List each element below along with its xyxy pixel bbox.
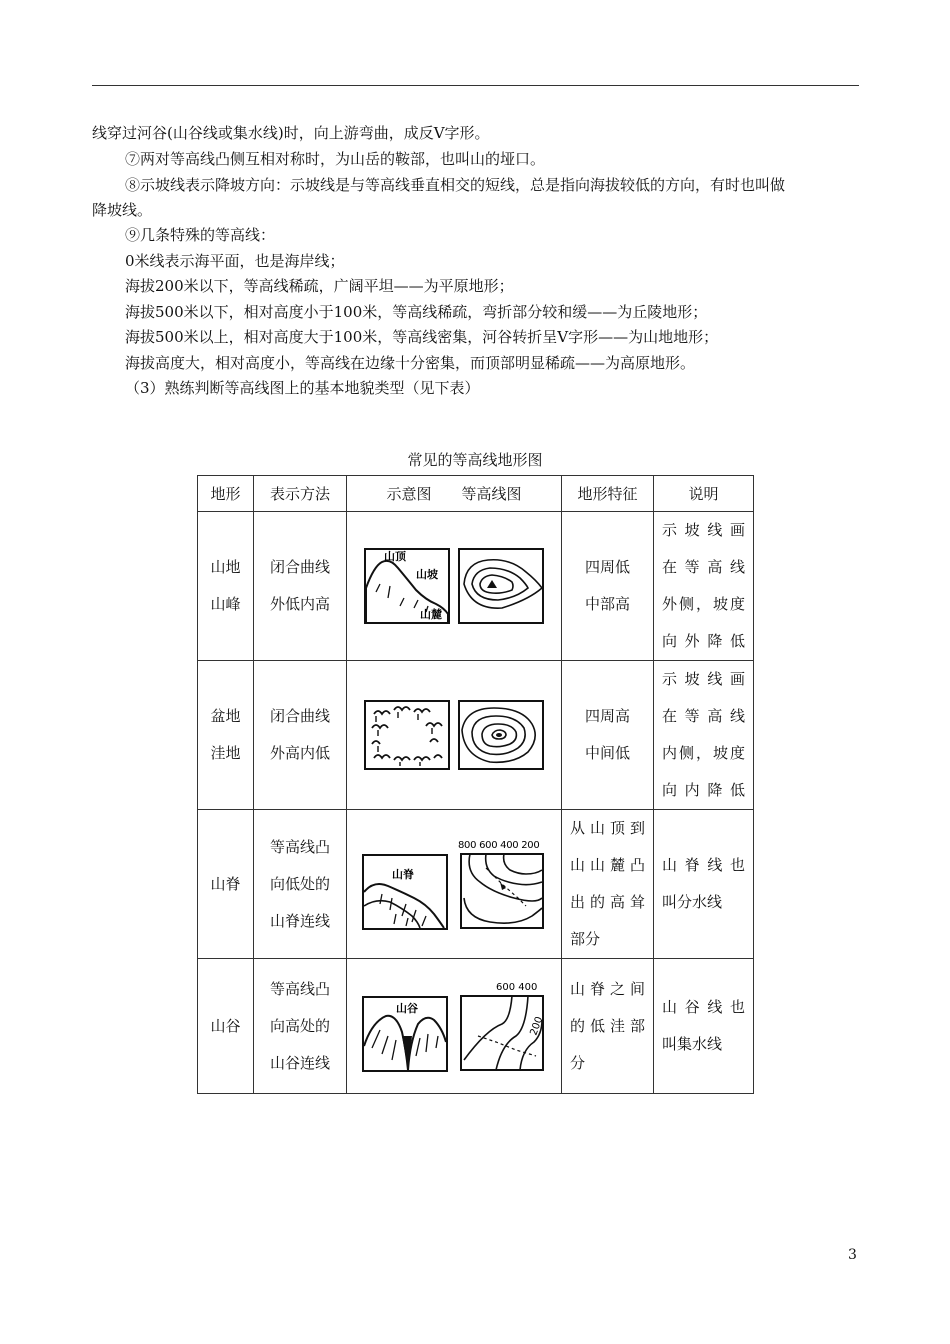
terrain-cell: 山地 山峰: [198, 512, 254, 661]
peak-contour-map: [458, 548, 544, 624]
note-cell: 山脊线也 叫分水线: [654, 810, 754, 959]
label-summit: 山顶: [384, 550, 406, 563]
table-caption: 常见的等高线地形图: [407, 451, 543, 469]
header-method: 表示方法: [254, 476, 347, 512]
basin-sketch: [364, 700, 450, 770]
table-row: [198, 959, 754, 1094]
contour-terrain-table: [197, 475, 754, 1094]
peak-sketch: [364, 548, 450, 624]
terrain-cell: 山谷: [198, 959, 254, 1094]
valley-contour-label: 200: [528, 1015, 546, 1038]
terrain-cell: 盆地 洼地: [198, 661, 254, 810]
feature-cell: 四周低 中部高: [562, 512, 654, 661]
header-rule: [92, 85, 859, 86]
diagram-cell: [347, 810, 562, 959]
paragraph-4: 降坡线。: [92, 201, 153, 219]
diagram-cell: [347, 959, 562, 1094]
paragraph-1: 线穿过河谷(山谷线或集水线)时，向上游弯曲，成反V字形。: [92, 124, 490, 142]
label-valley: 山谷: [396, 1002, 418, 1015]
label-foot: 山麓: [420, 608, 442, 621]
basin-contour-map: [458, 700, 544, 770]
feature-cell: 四周高 中间低: [562, 661, 654, 810]
label-slope: 山坡: [416, 568, 438, 581]
valley-contour-map: [456, 980, 546, 1072]
table-header-row: [198, 476, 754, 512]
paragraph-5: ⑨几条特殊的等高线：: [125, 226, 276, 244]
paragraph-7: 海拔200米以下，等高线稀疏，广阔平坦——为平原地形；: [125, 277, 514, 295]
note-cell: 示坡线画 在等高线 外侧，坡度 向外降低: [654, 512, 754, 661]
note-cell: 示坡线画 在等高线 内侧，坡度 向内降低: [654, 661, 754, 810]
paragraph-10: 海拔高度大，相对高度小，等高线在边缘十分密集，而顶部明显稀疏——为高原地形。: [125, 354, 696, 372]
feature-cell: 从山顶到 山山麓凸 出的高耸 部分: [562, 810, 654, 959]
label-ridge: 山脊: [392, 868, 414, 881]
table-row: [198, 810, 754, 959]
diagram-cell: [347, 512, 562, 661]
table-row: [198, 661, 754, 810]
header-terrain: 地形: [198, 476, 254, 512]
diagram-cell: [347, 661, 562, 810]
ridge-sketch: [362, 854, 448, 930]
table-row: [198, 512, 754, 661]
paragraph-8: 海拔500米以下，相对高度小于100米，等高线稀疏，弯折部分较和缓——为丘陵地形；: [125, 303, 708, 321]
paragraph-2: ⑦两对等高线凸侧互相对称时，为山岳的鞍部，也叫山的垭口。: [125, 150, 546, 168]
method-cell: 等高线凸 向低处的 山脊连线: [254, 810, 347, 959]
page-number: 3: [848, 1247, 857, 1263]
header-note: 说明: [654, 476, 754, 512]
paragraph-3: ⑧示坡线表示降坡方向：示坡线是与等高线垂直相交的短线，总是指向海拔较低的方向，有时也叫做: [125, 176, 786, 194]
ridge-contour-map: [456, 838, 546, 930]
feature-cell: 山脊之间 的低洼部 分: [562, 959, 654, 1094]
header-feature: 地形特征: [562, 476, 654, 512]
paragraph-11: （3）熟练判断等高线图上的基本地貌类型（见下表）: [125, 379, 480, 397]
method-cell: 等高线凸 向高处的 山谷连线: [254, 959, 347, 1094]
header-diagram: 示意图 等高线图: [347, 476, 562, 512]
valley-elevations: 600 400: [496, 982, 538, 993]
method-cell: 闭合曲线 外高内低: [254, 661, 347, 810]
paragraph-6: 0米线表示海平面，也是海岸线；: [125, 252, 345, 270]
valley-sketch: [362, 996, 448, 1072]
method-cell: 闭合曲线 外低内高: [254, 512, 347, 661]
ridge-elevations: 800 600 400 200: [458, 840, 540, 851]
terrain-cell: 山脊: [198, 810, 254, 959]
note-cell: 山谷线也 叫集水线: [654, 959, 754, 1094]
paragraph-9: 海拔500米以上，相对高度大于100米，等高线密集，河谷转折呈V字形——为山地地形；: [125, 328, 719, 346]
